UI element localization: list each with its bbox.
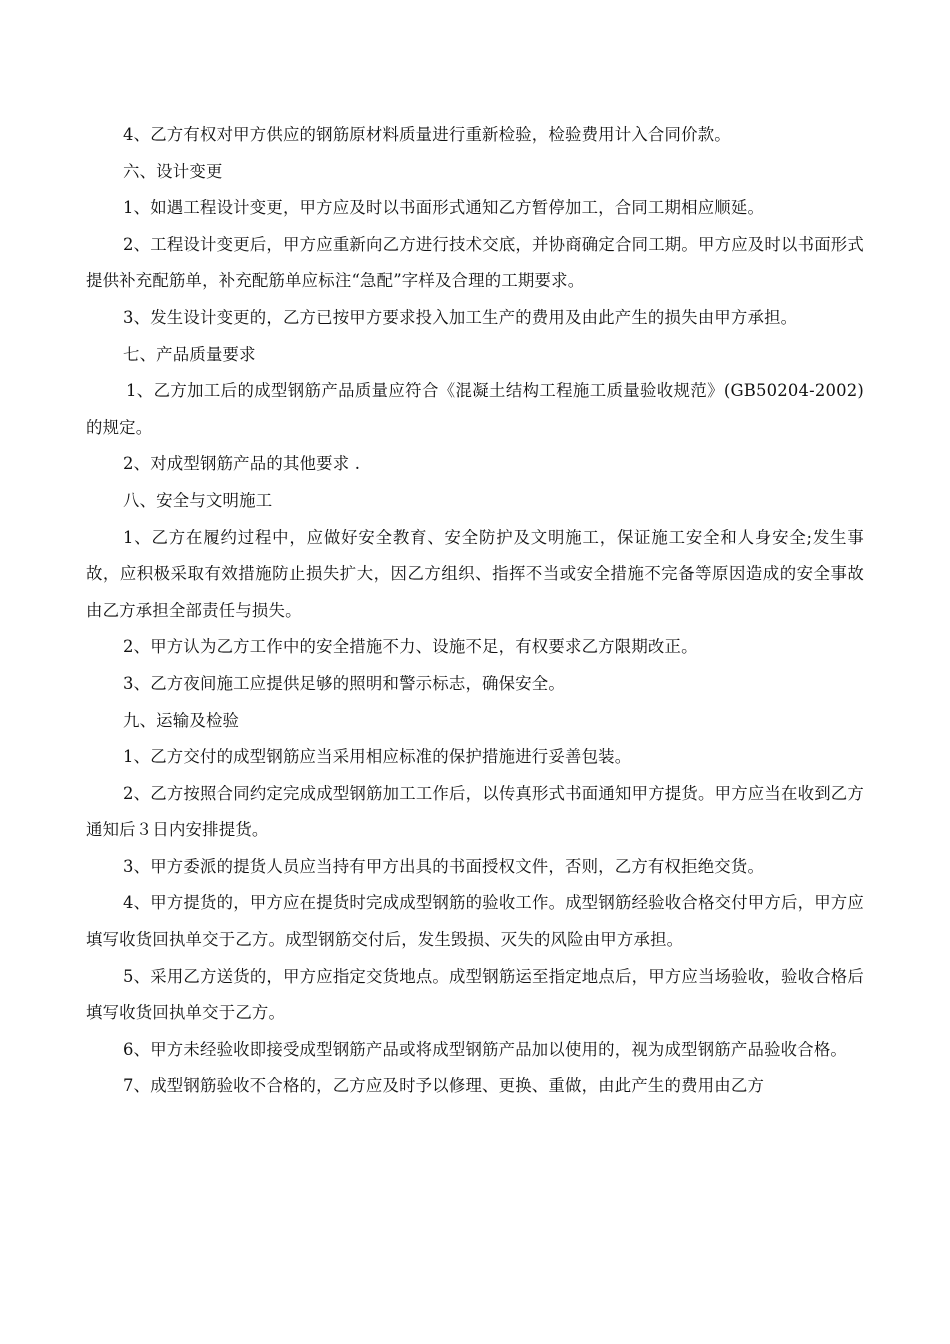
paragraph-safety-1: 1、乙方在履约过程中，应做好安全教育、安全防护及文明施工，保证施工安全和人身安全;发生事故，应积极采取有效措施防止损失扩大，因乙方组织、指挥不当或安全措施不完备等原因造成的安全事故由乙方承担全部责任与损失。 — [86, 527, 864, 620]
paragraph-transport-2: 2、乙方按照合同约定完成成型钢筋加工工作后，以传真形式书面通知甲方提货。甲方应当在收到乙方通知后３日内安排提货。 — [86, 783, 864, 840]
paragraph-design-change-2: 2、工程设计变更后，甲方应重新向乙方进行技术交底，并协商确定合同工期。甲方应及时以书面形式提供补充配筋单，补充配筋单应标注“急配”字样及合理的工期要求。 — [86, 234, 864, 291]
paragraph-transport-3: 3、甲方委派的提货人员应当持有甲方出具的书面授权文件，否则，乙方有权拒绝交货。 — [123, 856, 765, 876]
heading-safety: 八、安全与文明施工 — [123, 490, 273, 510]
paragraph-transport-4: 4、甲方提货的，甲方应在提货时完成成型钢筋的验收工作。成型钢筋经验收合格交付甲方后，甲方应填写收货回执单交于乙方。成型钢筋交付后，发生毁损、灭失的风险由甲方承担。 — [86, 893, 864, 950]
document-body — [86, 117, 864, 1105]
paragraph-safety-2: 2、甲方认为乙方工作中的安全措施不力、设施不足，有权要求乙方限期改正。 — [123, 637, 698, 657]
paragraph-transport-6: 6、甲方未经验收即接受成型钢筋产品或将成型钢筋产品加以使用的，视为成型钢筋产品验收合格。 — [123, 1039, 848, 1059]
heading-transport-inspection: 九、运输及检验 — [123, 710, 240, 730]
paragraph-material-inspection: 4、乙方有权对甲方供应的钢筋原材料质量进行重新检验，检验费用计入合同价款。 — [123, 125, 731, 144]
paragraph-transport-7: 7、成型钢筋验收不合格的，乙方应及时予以修理、更换、重做，由此产生的费用由乙方 — [123, 1076, 765, 1096]
paragraph-quality-2: 2、对成型钢筋产品的其他要求 . — [123, 454, 361, 474]
paragraph-transport-5: 5、采用乙方送货的，甲方应指定交货地点。成型钢筋运至指定地点后，甲方应当场验收，验收合格后填写收货回执单交于乙方。 — [86, 966, 864, 1023]
heading-quality-requirements: 七、产品质量要求 — [123, 344, 256, 364]
paragraph-design-change-1: 1、如遇工程设计变更，甲方应及时以书面形式通知乙方暂停加工，合同工期相应顺延。 — [123, 198, 765, 218]
paragraph-design-change-3: 3、发生设计变更的，乙方已按甲方要求投入加工生产的费用及由此产生的损失由甲方承担。 — [123, 307, 798, 327]
paragraph-quality-1: 1、乙方加工后的成型钢筋产品质量应符合《混凝土结构工程施工质量验收规范》(GB50204-2002)的规定。 — [86, 381, 864, 437]
paragraph-transport-1: 1、乙方交付的成型钢筋应当采用相应标准的保护措施进行妥善包装。 — [123, 747, 632, 767]
heading-design-change: 六、设计变更 — [123, 161, 223, 181]
paragraph-safety-3: 3、乙方夜间施工应提供足够的照明和警示标志，确保安全。 — [123, 673, 565, 693]
